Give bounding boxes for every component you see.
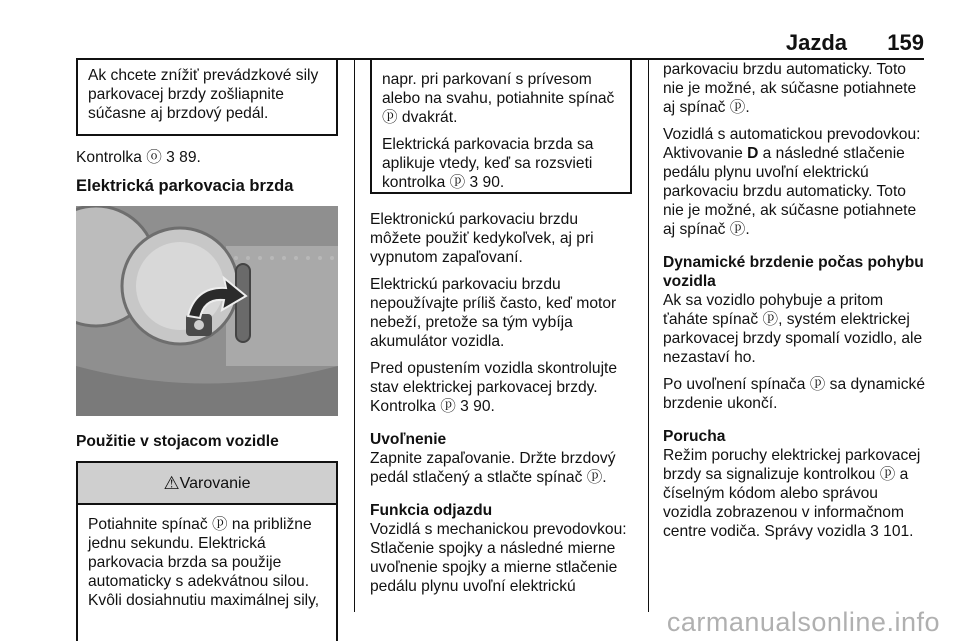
gear-d-label: D [747, 145, 759, 162]
column-2 [370, 60, 632, 604]
warning-triangle-icon: ⚠ [163, 472, 180, 493]
paragraph-automatic-gearbox: Vozidlá s automatickou prevodovkou: Aktivovanie D a následné stlačenie pedálu plynu uvoľní elektrickú parkovaciu brzdu automaticky. Toto nie je možné, ak súčasne potiahnete aj spínač ⓟ. [663, 126, 921, 238]
column-1 [76, 60, 338, 196]
box-paragraph-1: napr. pri parkovaní s prívesom alebo na svahu, potiahnite spínač ⓟ dvakrát. [382, 71, 615, 126]
parking-brake-photo [76, 206, 338, 416]
kontrolka-line: Kontrolka ⓞ 3 89. [76, 149, 201, 166]
paragraph-check: Pred opustením vozidla skontrolujte stav elektrickej parkovacej brzdy. Kontrolka ⓟ 3 90. [370, 360, 618, 415]
warning-body [76, 505, 338, 641]
heading-drive-away: Funkcia odjazdu [370, 502, 493, 519]
subheading-stationary: Použitie v stojacom vozidle [76, 433, 279, 450]
column-3 [663, 60, 929, 549]
parking-brake-illustration [76, 206, 338, 416]
paragraph-battery: Elektrickú parkovaciu brzdu nepoužívajte príliš často, keď motor nebeží, pretože sa tým vybíja akumulátor vozidla. [370, 276, 617, 350]
box-paragraph-2: Elektrická parkovacia brzda sa aplikuje vtedy, keď sa rozsvieti kontrolka ⓟ 3 90. [382, 136, 594, 191]
note-box [76, 60, 338, 136]
paragraph-auto-release: parkovaciu brzdu automaticky. Toto nie je možné, ak súčasne potiahnete aj spínač ⓟ. [663, 61, 917, 116]
paragraph-dynamic-1: Ak sa vozidlo pohybuje a pritom ťaháte spínač ⓟ, systém elektrickej parkovacej brzdy spomalí vozidlo, ale nezastaví ho. [663, 292, 923, 366]
note-text: Ak chcete znížiť prevádzkové sily parkovacej brzdy zošliapnite súčasne aj brzdový pedál. [88, 67, 319, 122]
column-1-lower [76, 432, 338, 641]
paragraph-dynamic-2: Po uvoľnení spínača ⓟ sa dynamické brzdenie ukončí. [663, 376, 925, 412]
page-number: 159 [887, 30, 924, 55]
paragraph-drive-away: Vozidlá s mechanickou prevodovkou: Stlačenie spojky a následné mierne uvoľnenie spojky a mierne stlačenie pedálu plynu uvoľní elektrickú [370, 521, 627, 595]
paragraph-release: Zapnite zapaľovanie. Držte brzdový pedál stlačený a stlačte spínač ⓟ. [370, 450, 616, 486]
paragraph-usage: Elektronickú parkovaciu brzdu môžete použiť kedykoľvek, aj pri vypnutom zapaľovaní. [370, 211, 594, 266]
warning-box [76, 461, 338, 641]
warning-title: Varovanie [179, 474, 251, 492]
heading-release: Uvoľnenie [370, 431, 447, 448]
page-header-title: Jazda [785, 30, 847, 55]
warning-header [78, 463, 336, 505]
continued-box [370, 60, 632, 194]
watermark: carmanualsonline.info [666, 607, 940, 637]
heading-fault: Porucha [663, 428, 726, 445]
column-divider-2 [648, 60, 649, 612]
column-divider-1 [354, 60, 355, 612]
section-heading: Elektrická parkovacia brzda [76, 177, 294, 195]
heading-dynamic-braking: Dynamické brzdenie počas pohybu vozidla [663, 254, 924, 290]
paragraph-fault: Režim poruchy elektrickej parkovacej brzdy sa signalizuje kontrolkou ⓟ a číselným kódom alebo správou vozidla zobrazenou v informačnom centre vodiča. Správy vozidla 3 101. [663, 447, 921, 540]
warning-text: Potiahnite spínač ⓟ na približne jednu sekundu. Elektrická parkovacia brzda sa použije automaticky s adekvátnou silou. Kvôli dosiahnutiu maximálnej sily, [88, 516, 320, 609]
